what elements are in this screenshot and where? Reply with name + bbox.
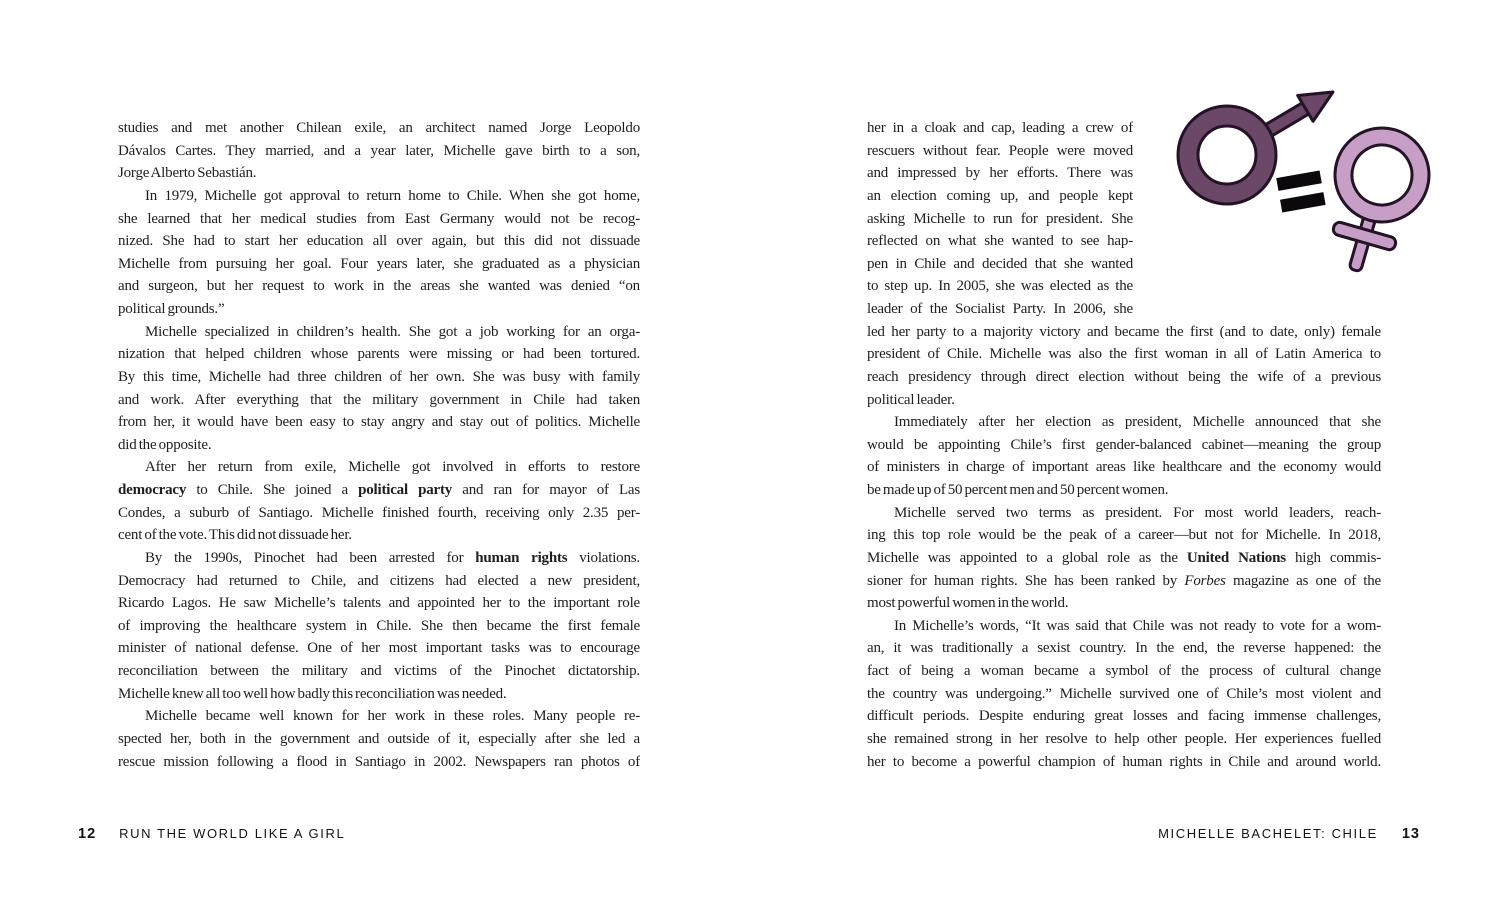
text-line — [118, 547, 640, 570]
text-segment: high commis- — [1285, 549, 1381, 566]
left-page-text — [118, 117, 640, 773]
italic-term: Forbes — [1184, 572, 1226, 589]
text-line — [118, 411, 640, 434]
bold-term: human rights — [475, 549, 568, 566]
text-line — [118, 524, 640, 547]
text-line — [867, 570, 1381, 593]
text-segment: In Michelle’s words, “It was said that Chile was not ready to vote for a wom- — [894, 617, 1381, 634]
text-line — [867, 140, 1133, 163]
text-line — [118, 117, 640, 140]
text-line — [118, 298, 640, 321]
text-line — [867, 479, 1381, 502]
text-segment: rescuers without fear. People were moved — [867, 142, 1133, 159]
text-segment: By the 1990s, Pinochet had been arrested for — [145, 549, 476, 566]
text-segment: and impressed by her efforts. There was — [867, 165, 1133, 182]
text-line — [118, 343, 640, 366]
page-number: 13 — [1401, 826, 1420, 842]
text-line — [118, 570, 640, 593]
text-segment: she learned that her medical studies from East Germany would not be recog- — [118, 210, 640, 227]
text-line — [118, 275, 640, 298]
paragraph — [118, 117, 640, 185]
text-line — [867, 524, 1381, 547]
paragraph — [867, 411, 1381, 502]
text-segment: from her, it would have been easy to stay angry and stay out of politics. Michelle — [118, 414, 640, 431]
text-line — [118, 321, 640, 344]
text-line — [118, 660, 640, 683]
text-segment: of ministers in charge of important areas like healthcare and the economy would — [867, 459, 1381, 476]
text-segment: Ricardo Lagos. He saw Michelle’s talents and appointed her to the important role — [118, 595, 640, 612]
paragraph — [118, 456, 640, 547]
text-line — [867, 208, 1133, 231]
text-line — [118, 389, 640, 412]
text-segment: reflected on what she wanted to see hap- — [867, 233, 1133, 250]
text-segment: an election coming up, and people kept — [867, 187, 1133, 204]
text-segment: Immediately after her election as president, Michelle announced that she — [894, 414, 1381, 431]
text-segment: and ran for mayor of Las — [452, 482, 640, 498]
text-line — [118, 434, 640, 457]
page-number: 12 — [78, 826, 97, 842]
text-segment: her in a cloak and cap, leading a crew of — [867, 120, 1133, 136]
text-line — [867, 728, 1381, 751]
text-segment: ing this top role would be the peak of a career—but not for Michelle. In 2018, — [867, 527, 1381, 544]
right-page — [750, 0, 1500, 900]
text-segment: an, it was traditionally a sexist country. In the end, the reverse happened: the — [867, 640, 1381, 657]
text-line — [867, 298, 1133, 321]
text-line — [867, 434, 1381, 457]
text-segment: minister of national defense. One of her most important tasks was to encourage — [118, 640, 640, 657]
text-line — [867, 502, 1381, 525]
bold-term: political party — [358, 482, 453, 498]
text-segment: pen in Chile and decided that she wanted — [867, 255, 1133, 272]
text-segment: president of Chile. Michelle was also the first woman in all of Latin America to — [867, 346, 1381, 363]
text-line — [867, 751, 1381, 774]
equals-sign — [1276, 170, 1325, 212]
text-line — [867, 456, 1381, 479]
text-line — [118, 683, 640, 706]
text-segment: leader of the Socialist Party. In 2006, she — [867, 301, 1133, 317]
text-segment: Condes, a suburb of Santiago. Michelle finished fourth, receiving only 2.35 per- — [118, 504, 640, 521]
text-segment: be made up of 50 percent men and 50 percent women. — [867, 482, 1169, 498]
equals-top-bar — [1276, 170, 1322, 190]
text-segment: By this time, Michelle had three children of her own. She was busy with family — [118, 368, 640, 385]
female-ring — [1324, 117, 1440, 233]
text-line — [867, 366, 1381, 389]
text-segment: nization that helped children whose parents were missing or had been tortured. — [118, 346, 640, 363]
text-segment: Democracy had returned to Chile, and citizens had elected a new president, — [118, 572, 640, 589]
wrapped-text-block — [867, 117, 1133, 321]
text-line — [867, 275, 1133, 298]
text-line — [867, 343, 1381, 366]
right-page-footer — [1158, 826, 1420, 842]
text-segment: sioner for human rights. She has been ranked by — [867, 572, 1185, 589]
bold-term: democracy — [118, 482, 187, 498]
text-segment: Michelle specialized in children’s health. She got a job working for an orga- — [145, 323, 640, 340]
text-line — [118, 479, 640, 502]
text-segment: cent of the vote. This did not dissuade her. — [118, 527, 352, 544]
text-segment: difficult periods. Despite enduring great losses and facing immense challenges, — [867, 708, 1381, 725]
text-segment: political leader. — [867, 391, 955, 408]
text-segment: to Chile. She joined a — [186, 482, 359, 498]
text-segment: reach presidency through direct election without being the wife of a previous — [867, 368, 1381, 385]
text-line — [867, 253, 1133, 276]
text-line — [867, 615, 1381, 638]
text-line — [118, 185, 640, 208]
left-page-footer — [78, 826, 345, 842]
text-line — [867, 547, 1381, 570]
text-line — [118, 728, 640, 751]
text-line — [867, 230, 1133, 253]
text-segment: reconciliation between the military and victims of the Pinochet dictatorship. — [118, 663, 640, 679]
text-line — [867, 660, 1381, 683]
text-line — [118, 592, 640, 615]
text-segment: and surgeon, but her request to work in the areas she wanted was denied “on — [118, 278, 640, 295]
male-ring — [1178, 106, 1276, 204]
text-line — [118, 751, 640, 774]
equals-bottom-bar — [1280, 192, 1326, 212]
text-segment: Michelle served two terms as president. For most world leaders, reach- — [894, 504, 1381, 521]
text-segment: and work. After everything that the military government in Chile had taken — [118, 391, 640, 408]
text-segment: Michelle was appointed to a global role as the — [867, 549, 1187, 566]
text-line — [118, 615, 640, 638]
text-line — [867, 117, 1133, 140]
paragraph — [867, 615, 1381, 773]
text-line — [118, 502, 640, 525]
text-segment: she remained strong in her resolve to help other people. Her experiences fuelled — [867, 730, 1381, 747]
text-segment: spected her, both in the government and outside of it, especially after she led a — [118, 730, 640, 747]
text-segment: her to become a powerful champion of human rights in Chile and around world. — [867, 753, 1381, 770]
text-segment: Michelle knew all too well how badly this reconciliation was needed. — [118, 685, 507, 702]
female-symbol — [1310, 117, 1441, 283]
text-line — [867, 185, 1133, 208]
male-symbol — [1178, 92, 1333, 204]
text-line — [118, 162, 640, 185]
text-line — [118, 253, 640, 276]
text-segment: Michelle from pursuing her goal. Four years later, she graduated as a physician — [118, 255, 640, 272]
text-segment: rescue mission following a flood in Santiago in 2002. Newspapers ran photos of — [118, 753, 640, 770]
text-segment: Jorge Alberto Sebastián. — [118, 165, 257, 182]
text-segment: magazine as one of the — [1225, 572, 1381, 589]
text-segment: nized. She had to start her education all over again, but this did not dissuade — [118, 233, 640, 250]
paragraph — [118, 547, 640, 705]
paragraph — [118, 321, 640, 457]
text-segment: to step up. In 2005, she was elected as the — [867, 278, 1133, 295]
text-line — [118, 140, 640, 163]
text-segment: would be appointing Chile’s first gender-balanced cabinet—meaning the group — [867, 436, 1381, 453]
text-segment: Dávalos Cartes. They married, and a year later, Michelle gave birth to a son, — [118, 142, 640, 159]
text-line — [118, 705, 640, 728]
text-line — [118, 637, 640, 660]
text-line — [118, 366, 640, 389]
paragraph — [867, 502, 1381, 615]
text-line — [867, 389, 1381, 412]
text-segment: political grounds.” — [118, 301, 225, 317]
text-segment: did the opposite. — [118, 436, 212, 453]
text-line — [867, 411, 1381, 434]
text-segment: of improving the healthcare system in Chile. She then became the first female — [118, 617, 640, 634]
paragraph — [118, 705, 640, 773]
bold-term: United Nations — [1186, 549, 1286, 566]
text-line — [118, 208, 640, 231]
text-segment: fact of being a woman became a symbol of the process of cultural change — [867, 663, 1381, 679]
text-line — [867, 162, 1133, 185]
text-line — [867, 705, 1381, 728]
text-segment: violations. — [567, 549, 640, 566]
gender-equality-illustration — [1166, 72, 1442, 298]
text-line — [867, 637, 1381, 660]
text-line — [867, 321, 1381, 344]
text-line — [867, 592, 1381, 615]
running-footer-title: RUN THE WORLD LIKE A GIRL — [119, 826, 346, 841]
text-segment: led her party to a majority victory and became the first (and to date, only) female — [867, 323, 1381, 340]
text-line — [867, 683, 1381, 706]
text-line — [118, 230, 640, 253]
text-segment: After her return from exile, Michelle got involved in efforts to restore — [145, 459, 640, 476]
text-segment: studies and met another Chilean exile, an architect named Jorge Leopoldo — [118, 120, 640, 136]
text-segment: most powerful women in the world. — [867, 595, 1069, 612]
running-footer-title: MICHELLE BACHELET: CHILE — [1158, 826, 1378, 841]
text-segment: asking Michelle to run for president. She — [867, 210, 1133, 227]
text-segment: In 1979, Michelle got approval to return home to Chile. When she got home, — [145, 187, 640, 204]
text-line — [118, 456, 640, 479]
text-segment: Michelle became well known for her work in these roles. Many people re- — [145, 708, 640, 725]
text-segment: the country was undergoing.” Michelle survived one of Chile’s most violent and — [867, 685, 1381, 702]
paragraph — [118, 185, 640, 321]
